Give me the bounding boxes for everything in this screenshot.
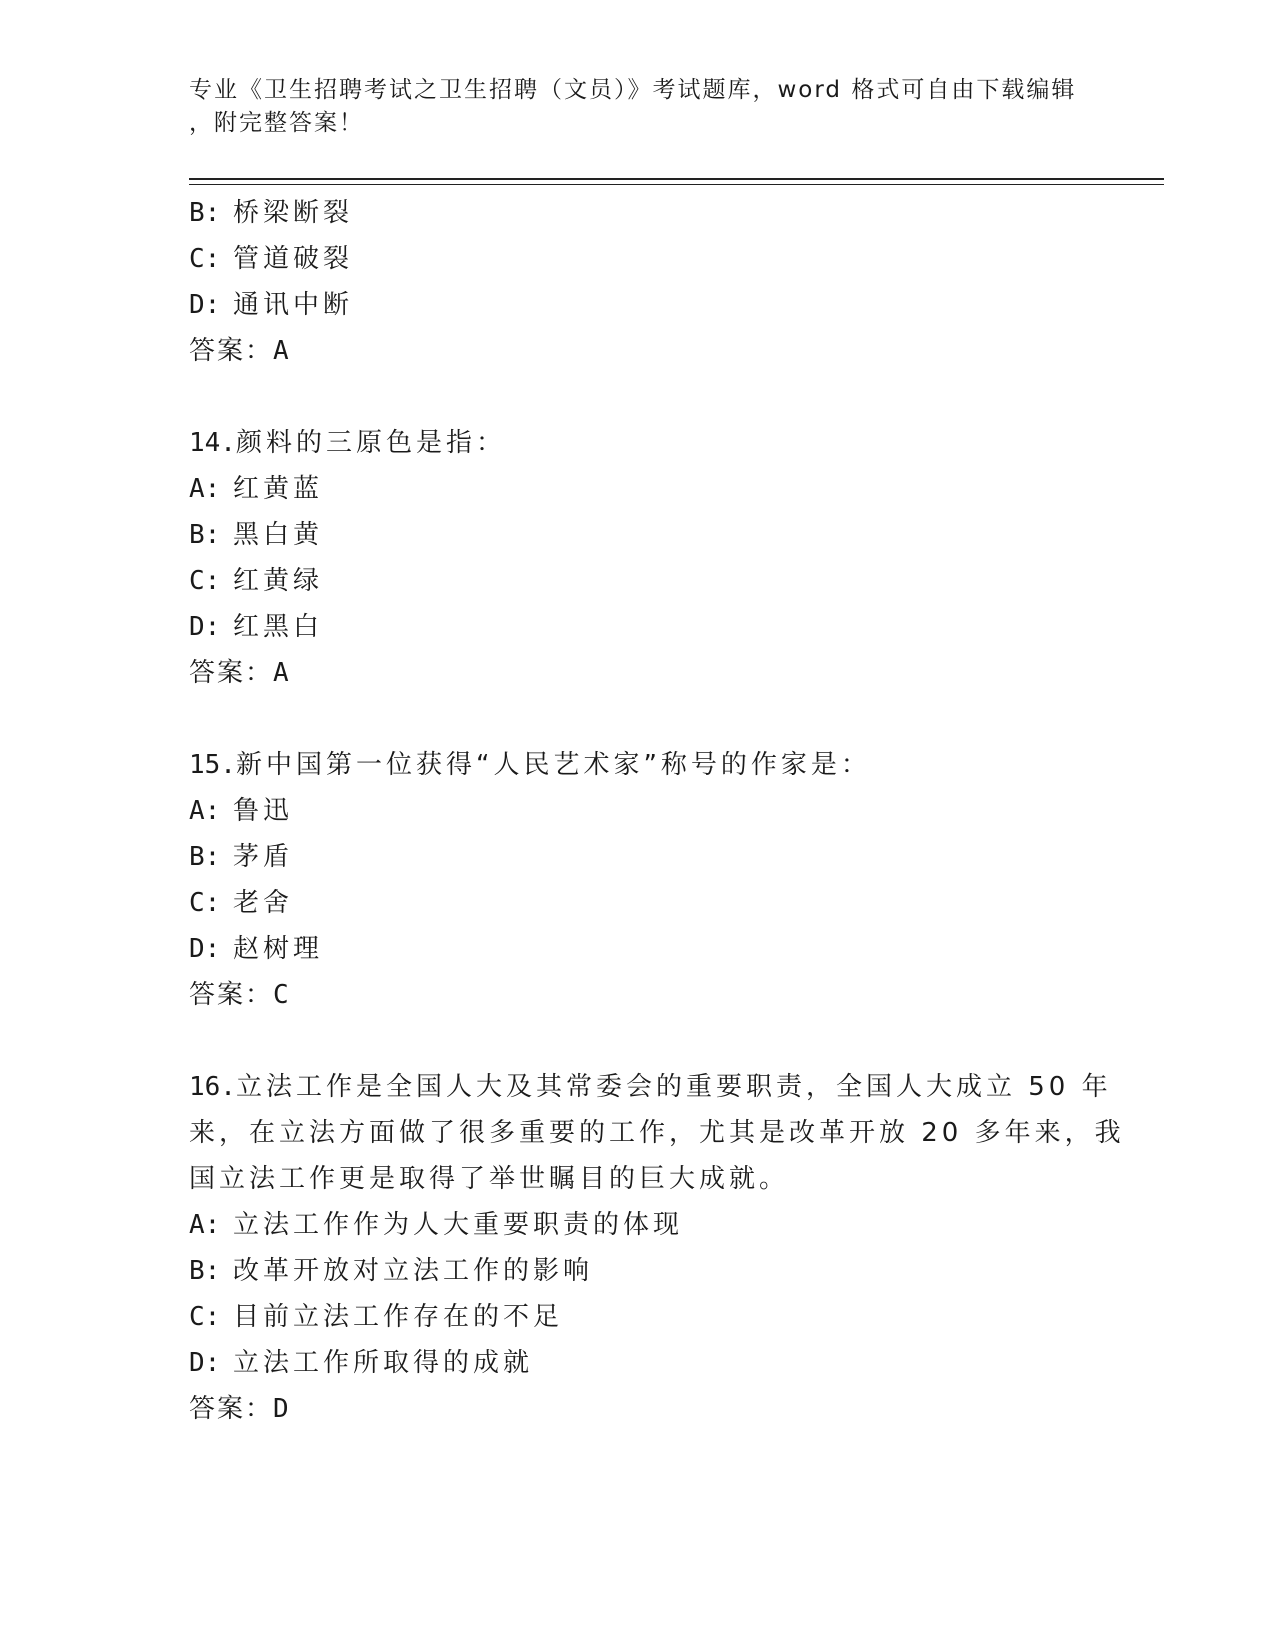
option-c [189, 880, 1089, 926]
option-text: 鲁迅 [233, 796, 294, 826]
question-number: 15. [189, 750, 236, 780]
option-label: D: [189, 934, 221, 964]
question-stem-line: 颜料的三原色是指： [235, 428, 506, 458]
option-label: D: [189, 612, 221, 642]
answer-line [189, 650, 1089, 696]
question-block-16 [189, 1064, 1125, 1432]
document-body [189, 190, 1125, 1432]
option-text: 立法工作所取得的成就 [233, 1348, 534, 1378]
question-stem-line-3: 国立法工作更是取得了举世瞩目的巨大成就。 [189, 1164, 790, 1194]
question-block-15 [189, 742, 1089, 1018]
header-rule-thick [189, 178, 1164, 180]
answer-line [189, 328, 1089, 374]
option-d [189, 282, 1089, 328]
option-d [189, 604, 1089, 650]
option-label: C: [189, 888, 221, 918]
option-label: C: [189, 566, 221, 596]
option-text: 红黄绿 [233, 566, 324, 596]
option-label: B: [189, 1256, 221, 1286]
answer-value: A [273, 336, 291, 366]
question-stem [189, 742, 1089, 788]
option-b [189, 190, 1089, 236]
option-text: 桥梁断裂 [233, 198, 354, 228]
option-label: B: [189, 198, 221, 228]
option-text: 赵树理 [233, 934, 324, 964]
answer-label: 答案： [189, 980, 274, 1010]
header-rule-thin [189, 184, 1164, 185]
option-c [189, 558, 1089, 604]
question-number: 14. [189, 428, 236, 458]
answer-line [189, 1386, 1089, 1432]
option-text: 黑白黄 [233, 520, 324, 550]
question-block-partial [189, 190, 1089, 374]
question-stem-line: 立法工作是全国人大及其常委会的重要职责，全国人大成立 50 年 [235, 1072, 1112, 1102]
option-text: 改革开放对立法工作的影响 [233, 1256, 594, 1286]
answer-value: C [273, 980, 291, 1010]
option-a [189, 788, 1089, 834]
option-label: A: [189, 796, 221, 826]
option-text: 管道破裂 [233, 244, 354, 274]
option-label: A: [189, 1210, 221, 1240]
option-label: B: [189, 842, 221, 872]
option-text: 红黄蓝 [233, 474, 324, 504]
question-block-14 [189, 420, 1089, 696]
option-b [189, 1248, 1089, 1294]
answer-value: D [273, 1394, 291, 1424]
option-c [189, 1294, 1089, 1340]
question-stem-line: 新中国第一位获得“人民艺术家”称号的作家是： [235, 750, 871, 780]
option-c [189, 236, 1089, 282]
answer-value: A [273, 658, 291, 688]
option-d [189, 926, 1089, 972]
question-stem-line-2: 来，在立法方面做了很多重要的工作，尤其是改革开放 20 多年来，我 [189, 1118, 1125, 1148]
option-text: 红黑白 [233, 612, 324, 642]
option-text: 目前立法工作存在的不足 [233, 1302, 564, 1332]
option-label: A: [189, 474, 221, 504]
option-b [189, 512, 1089, 558]
option-label: D: [189, 1348, 221, 1378]
answer-label: 答案： [189, 1394, 274, 1424]
option-a [189, 1202, 1089, 1248]
option-d [189, 1340, 1089, 1386]
question-stem [189, 1064, 1112, 1110]
option-text: 茅盾 [233, 842, 294, 872]
option-text: 立法工作作为人大重要职责的体现 [233, 1210, 684, 1240]
option-b [189, 834, 1089, 880]
question-number: 16. [189, 1072, 236, 1102]
header-line-1: 专业《卫生招聘考试之卫生招聘（文员）》考试题库，word 格式可自由下载编辑 [189, 77, 1077, 103]
option-label: D: [189, 290, 221, 320]
answer-label: 答案： [189, 658, 274, 688]
header-line-2: ，附完整答案！ [189, 110, 364, 136]
option-label: B: [189, 520, 221, 550]
option-label: C: [189, 1302, 221, 1332]
answer-line [189, 972, 1089, 1018]
option-text: 老舍 [233, 888, 294, 918]
question-stem [189, 420, 1089, 466]
option-label: C: [189, 244, 221, 274]
document-header [189, 74, 1077, 140]
answer-label: 答案： [189, 336, 274, 366]
option-text: 通讯中断 [233, 290, 354, 320]
option-a [189, 466, 1089, 512]
